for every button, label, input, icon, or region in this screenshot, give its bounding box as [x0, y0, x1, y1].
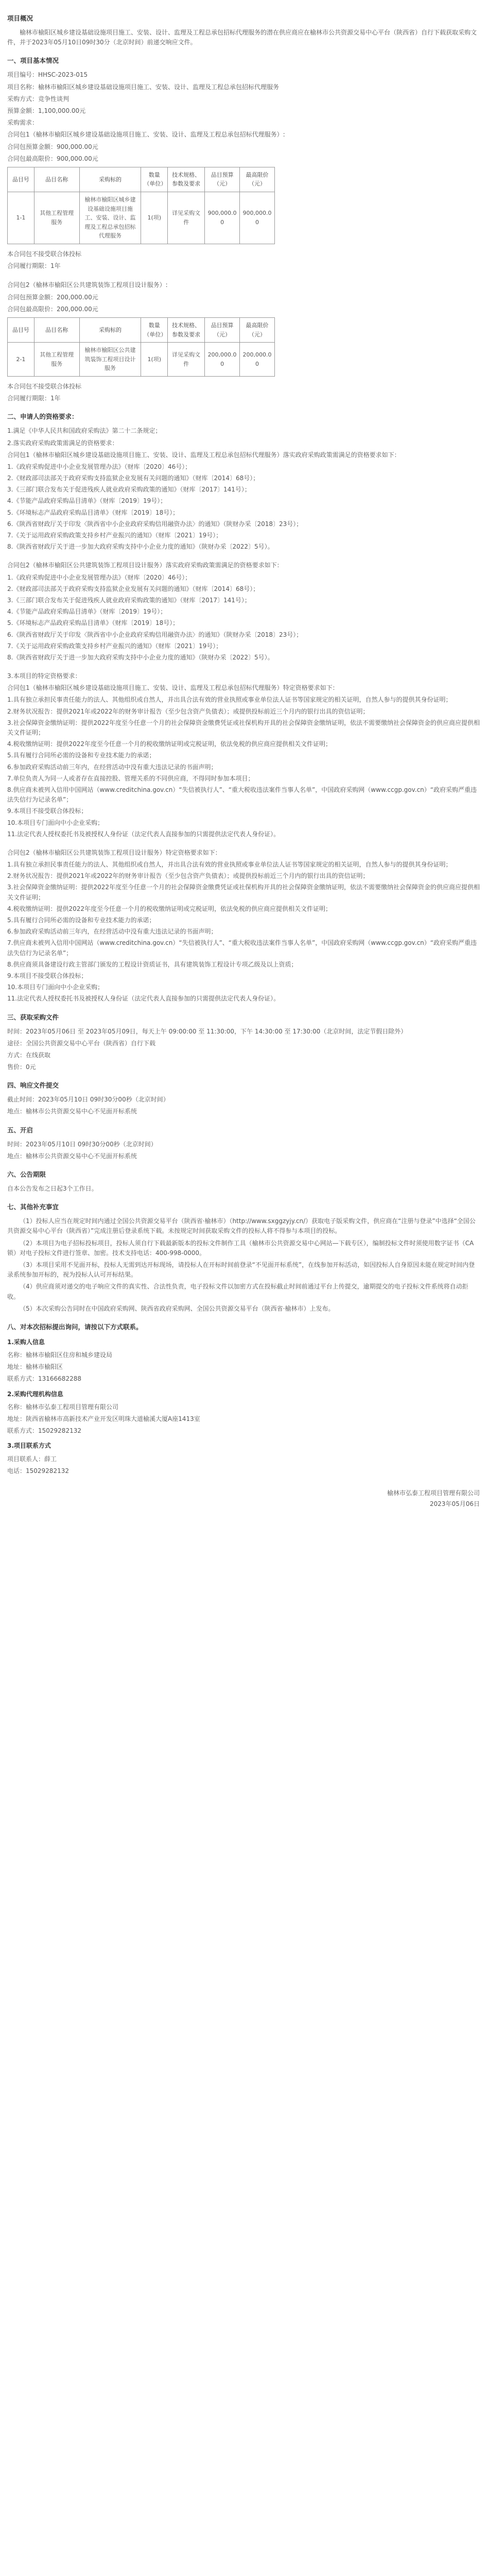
- list-item: 11.法定代表人授权委托书及被授权人身份证（法定代表人直接参加的只需提供法定代表人身份证）。: [7, 995, 280, 1003]
- footer-date: 2023年05月06日: [429, 1500, 480, 1508]
- overview-title: 项目概况: [7, 14, 33, 22]
- project-contact-person: 项目联系人：薛工: [7, 1455, 57, 1463]
- lot1-heading: 合同包1（榆林市榆阳区城乡建设基础设施项目施工、安装、设计、监理及工程总承包招标代理服务）:: [7, 131, 285, 139]
- table-cell: 200,000.00: [205, 343, 240, 377]
- specific-lot1-list: [7, 695, 480, 839]
- contact-section: [7, 1322, 480, 1476]
- list-item: 10.本项目专门面向中小企业采购；: [7, 984, 104, 991]
- table-cell: 900,000.00: [240, 192, 275, 244]
- list-item: 2.财务状况报告：提供2021年或2022年的财务审计报告（至少包含资产负债表）；或提供投标前近三个月内的银行出具的资信证明；: [7, 707, 369, 715]
- list-item: 4.《节能产品政府采购品目清单》（财库〔2019〕19号）；: [7, 608, 167, 616]
- list-item: 5.《环境标志产品政府采购品目清单》（财库〔2019〕18号）；: [7, 509, 179, 516]
- obtain-method: 方式：在线获取: [7, 1051, 51, 1059]
- obtain-time: 时间：2023年05月06日 至 2023年05月09日，每天上午 09:00:00 至 11:30:00，下午 14:30:00 至 17:30:00（北京时间，法定节假日除外）: [7, 1027, 407, 1035]
- opening-title: 五、开启: [7, 1126, 33, 1134]
- purchaser-phone: 联系方式：13166682288: [7, 1375, 81, 1383]
- lot1-contract-term: 合同履行期限：1年: [7, 262, 61, 270]
- obtain-documents-section: [7, 1012, 480, 1073]
- list-item: 11.法定代表人授权委托书及被授权人身份证（法定代表人直接参加的只需提供法定代表人身份证）。: [7, 830, 280, 838]
- table-header-cell: 数量（单位）: [141, 317, 168, 342]
- agency-address: 地址：陕西省榆林市高新技术产业开发区明珠大道榆溪大厦A座1413室: [7, 1415, 200, 1422]
- table-cell: 1-1: [8, 192, 34, 244]
- list-item: 8.供应商未被列入信用中国网站（www.creditchina.gov.cn）“失信被执行人”、“重大税收违法案件当事人名单”，中国政府采购网（www.ccgp.gov.cn）“政府采购严重违法失信行为记录名单”；: [7, 786, 477, 804]
- table-cell: 榆林市榆阳区公共建筑装饰工程项目设计服务: [79, 343, 141, 377]
- specific-lot1-heading: 合同包1（榆林市榆阳区城乡建设基础设施项目施工、安装、设计、监理及工程总承包招标代理服务）特定资格要求如下：: [7, 684, 339, 692]
- list-item: 5.《环境标志产品政府采购品目清单》（财库〔2019〕18号）；: [7, 619, 179, 627]
- list-item: 2.《财政部司法部关于政府采购支持监狱企业发展有关问题的通知》（财库〔2014〕68号）；: [7, 585, 259, 592]
- agency-phone: 联系方式：15029282132: [7, 1427, 81, 1435]
- lot1-table: [7, 167, 275, 244]
- specific-requirements-intro: 3.本项目的特定资格要求：: [7, 672, 81, 680]
- notice-period-text: 自本公告发布之日起3个工作日。: [7, 1185, 98, 1192]
- list-item: 4.《节能产品政府采购品目清单》（财库〔2019〕19号）；: [7, 497, 167, 505]
- policy-lot2-list: [7, 573, 480, 663]
- table-cell: 详见采购文件: [168, 192, 205, 244]
- submission-location: 地点：榆林市公共资源交易中心不见面开标系统: [7, 1108, 137, 1115]
- list-item: 5.具有履行合同所必需的设备和专业技术能力的承诺；: [7, 752, 155, 759]
- table-header-cell: 采购标的: [79, 317, 141, 342]
- list-item: 3.《三部门联合发布关于促进残疾人就业政府采购政策的通知》（财库〔2017〕141号）；: [7, 596, 251, 604]
- table-header-row: [8, 317, 275, 342]
- table-header-row: [8, 167, 275, 192]
- table-row: [8, 192, 275, 244]
- list-item: 3.社会保障资金缴纳证明：提供2022年度至今任意一个月的社会保障资金缴费凭证或社保机构开具的社会保障资金缴纳证明，依法不需要缴纳社会保障资金的供应商应提供相关文件证明；: [7, 719, 480, 736]
- submission-title: 四、响应文件提交: [7, 1081, 59, 1090]
- table-header-cell: 数量（单位）: [141, 167, 168, 192]
- table-cell: 200,000.00: [240, 343, 275, 377]
- supplementary-section: [7, 1202, 480, 1314]
- list-item: 2.财务状况报告：提供2021年或2022年的财务审计报告（至少包含资产负债表）；或提供投标前近三个月内的银行出具的资信证明；: [7, 872, 369, 880]
- opening-section: [7, 1125, 480, 1161]
- supplementary-item: （3）本项目采用不见面开标，投标人无需到达开标现场，请投标人在开标时间前登录“不见面开标系统”，在线参加开标活动，如因投标人自身原因未能在规定时间内登录系统参加开标的，视为投标人认可开标结果。: [7, 1261, 475, 1279]
- notice-period-title: 六、公告期限: [7, 1171, 46, 1178]
- obtain-channel: 途径：全国公共资源交易中心平台（陕西省）自行下载: [7, 1039, 156, 1047]
- list-item: 6.《陕西省财政厅关于印发〈陕西省中小企业政府采购信用融资办法〉的通知》（陕财办采〔2018〕23号）；: [7, 631, 303, 638]
- lot2-no-consortium: 本合同包不接受联合体投标: [7, 382, 82, 390]
- basic-info-section: [7, 56, 480, 403]
- obtain-price: 售价：0元: [7, 1063, 36, 1071]
- table-header-cell: 品目名称: [34, 317, 79, 342]
- list-item: 9.本项目不接受联合体投标；: [7, 807, 88, 815]
- lot2-heading: 合同包2（榆林市榆阳区公共建筑装饰工程项目设计服务）:: [7, 281, 168, 289]
- table-header-cell: 品目号: [8, 167, 34, 192]
- table-header-cell: 最高限价（元）: [240, 167, 275, 192]
- specific-lot2-heading: 合同包2（榆林市榆阳区公共建筑装饰工程项目设计服务）特定资格要求如下：: [7, 849, 221, 856]
- supplementary-title: 七、其他补充事宜: [7, 1203, 59, 1211]
- table-header-cell: 采购标的: [79, 167, 141, 192]
- qualification-section: [7, 412, 480, 1004]
- lot2-contract-term: 合同履行期限：1年: [7, 395, 61, 402]
- table-header-cell: 最高限价（元）: [240, 317, 275, 342]
- procurement-method: 采购方式：竞争性谈判: [7, 95, 69, 103]
- list-item: 6.参加政府采购活动前三年内，在经营活动中没有重大违法记录的书面声明；: [7, 763, 217, 771]
- overview-section: [7, 13, 480, 47]
- table-cell: 1(项): [141, 192, 168, 244]
- submission-section: [7, 1080, 480, 1116]
- list-item: 4.税收缴纳证明：提供2022年度至今任意一个月的税收缴纳证明或完税证明，依法免税的供应商应提供相关文件证明；: [7, 905, 332, 912]
- purchaser-name: 名称：榆林市榆阳区住房和城乡建设局: [7, 1351, 113, 1359]
- list-item: 9.本项目不接受联合体投标；: [7, 972, 88, 979]
- lot1-budget: 合同包预算金额：900,000.00元: [7, 143, 98, 150]
- footer-agency: 榆林市弘泰工程项目管理有限公司: [387, 1489, 480, 1497]
- policy-lot1-heading: 合同包1（榆林市榆阳区城乡建设基础设施项目施工、安装、设计、监理及工程总承包招标代理服务）落实政府采购政策需满足的资格要求如下：: [7, 451, 401, 459]
- policy-lot2-heading: 合同包2（榆林市榆阳区公共建筑装饰工程项目设计服务）落实政府采购政策需满足的资格要求如下：: [7, 562, 283, 569]
- supplementary-item: （5）本次采购公告同时在中国政府采购网、陕西省政府采购网、全国公共资源交易平台（陕西省·榆林市）上发布。: [20, 1304, 335, 1312]
- purchaser-info-title: 1.采购人信息: [7, 1338, 45, 1346]
- list-item: 7.单位负责人为同一人或者存在直接控股、管理关系的不同供应商，不得同时参加本项目；: [7, 774, 254, 782]
- list-item: 8.《陕西省财政厅关于进一步加大政府采购支持中小企业力度的通知》（陕财办采〔2022〕5号）。: [7, 543, 274, 551]
- qualification-line: 1.满足《中华人民共和国政府采购法》第二十二条规定；: [7, 427, 162, 435]
- list-item: 3.社会保障资金缴纳证明：提供2022年度至今任意一个月的社会保障资金缴费凭证或社保机构开具的社会保障资金缴纳证明，依法不需要缴纳社会保障资金的供应商应提供相关文件证明；: [7, 884, 480, 901]
- lot2-table: [7, 317, 275, 377]
- list-item: 1.具有独立承担民事责任能力的法人、其他组织或自然人，并出具合法有效的营业执照或事业单位法人证书等国家规定的相关证明，自然人参与的提供其身份证明；: [7, 696, 452, 704]
- table-header-cell: 品目预算（元）: [205, 167, 240, 192]
- signature-footer: [7, 1488, 480, 1509]
- specific-lot2-list: [7, 860, 480, 1004]
- qualification-title: 二、申请人的资格要求：: [7, 413, 78, 421]
- agency-name: 名称：榆林市弘泰工程项目管理有限公司: [7, 1403, 119, 1411]
- basic-info-title: 一、项目基本情况: [7, 57, 59, 65]
- list-item: 1.《政府采购促进中小企业发展管理办法》（财库〔2020〕46号）；: [7, 573, 192, 581]
- table-cell: 900,000.00: [205, 192, 240, 244]
- list-item: 4.税收缴纳证明：提供2022年度至今任意一个月的税收缴纳证明或完税证明，依法免税的供应商应提供相关文件证明；: [7, 740, 332, 748]
- list-item: 8.《陕西省财政厅关于进一步加大政府采购支持中小企业力度的通知》（陕财办采〔2022〕5号）。: [7, 653, 274, 661]
- project-contact-phone: 电话：15029282132: [7, 1467, 69, 1475]
- budget-amount: 预算金额：1,100,000.00元: [7, 107, 86, 114]
- list-item: 6.参加政府采购活动前三年内，在经营活动中没有重大违法记录的书面声明；: [7, 928, 217, 936]
- table-cell: 其他工程管理服务: [34, 192, 79, 244]
- table-cell: 1(项): [141, 343, 168, 377]
- table-header-cell: 品目号: [8, 317, 34, 342]
- supplementary-item: （2）本项目为电子招标投标项目，投标人须自行下载最新版本的投标文件制作工具（榆林市公共资源交易中心网站—下载专区），编制投标文件时须使用数字证书（CA锁）对电子投标文件进行签章、加密。技术支持电话：400-998-0000。: [7, 1239, 474, 1257]
- list-item: 8.供应商须具备建设行政主管部门颁发的工程设计资质证书，具有建筑装饰工程设计专项乙级及以上资质；: [7, 960, 298, 968]
- table-cell: 详见采购文件: [168, 343, 205, 377]
- lot1-no-consortium: 本合同包不接受联合体投标: [7, 250, 82, 258]
- submission-deadline: 截止时间：2023年05月10日 09时30分00秒（北京时间）: [7, 1096, 169, 1104]
- table-header-cell: 品目预算（元）: [205, 317, 240, 342]
- list-item: 7.《关于运用政府采购政策支持乡村产业振兴的通知》（财库〔2021〕19号）；: [7, 642, 222, 650]
- project-name: 项目名称：榆林市榆阳区城乡建设基础设施项目施工、安装、设计、监理及工程总承包招标代理服务: [7, 83, 280, 91]
- lot2-max-price: 合同包最高限价：200,000.00元: [7, 305, 98, 313]
- lot2-budget: 合同包预算金额：200,000.00元: [7, 293, 98, 301]
- overview-text: 榆林市榆阳区城乡建设基础设施项目施工、安装、设计、监理及工程总承包招标代理服务的潜在供应商应在榆林市公共资源交易中心平台（陕西省）自行下载获取采购文件，并于2023年05月10日09时30分（北京时间）前递交响应文件。: [7, 29, 477, 46]
- contact-title: 八、对本次招标提出询问，请按以下方式联系。: [7, 1323, 143, 1331]
- table-header-cell: 品目名称: [34, 167, 79, 192]
- table-cell: 2-1: [8, 343, 34, 377]
- purchaser-address: 地址：榆林市榆阳区: [7, 1363, 63, 1371]
- list-item: 1.具有独立承担民事责任能力的法人、其他组织或自然人，并出具合法有效的营业执照或事业单位法人证书等国家规定的相关证明，自然人参与的提供其身份证明；: [7, 861, 452, 869]
- table-header-cell: 技术规格、参数及要求: [168, 317, 205, 342]
- table-cell: 榆林市榆阳区城乡建设基础设施项目施工、安装、设计、监理及工程总承包招标代理服务: [79, 192, 141, 244]
- list-item: 1.《政府采购促进中小企业发展管理办法》（财库〔2020〕46号）；: [7, 463, 192, 470]
- list-item: 7.供应商未被列入信用中国网站（www.creditchina.gov.cn）“失信被执行人”、“重大税收违法案件当事人名单”，中国政府采购网（www.ccgp.gov.cn）“政府采购严重违法失信行为记录名单”；: [7, 939, 477, 957]
- list-item: 2.《财政部司法部关于政府采购支持监狱企业发展有关问题的通知》（财库〔2014〕68号）；: [7, 474, 259, 482]
- procurement-needs-label: 采购需求：: [7, 119, 39, 127]
- supplementary-item: （1）投标人应当在规定时间内通过全国公共资源交易平台（陕西省·榆林市）（http://www.sxggzyjy.cn/）获取电子版采购文件，供应商在“注册与登录”中选择“全国公共资源交易中心平台（陕西省）”完成注册后登录系统下载。未按规定时间获取采购文件的投标人将不得参与本项目的投标。: [7, 1217, 476, 1235]
- project-number: 项目编号：HHSC-2023-015: [7, 71, 88, 79]
- policy-lot1-list: [7, 462, 480, 552]
- opening-location: 地点：榆林市公共资源交易中心不见面开标系统: [7, 1152, 137, 1160]
- agency-info-title: 2.采购代理机构信息: [7, 1390, 63, 1398]
- table-row: [8, 343, 275, 377]
- supplementary-item: （4）供应商须对递交的电子响应文件的真实性、合法性负责，电子投标文件以加密方式在投标截止时间前通过平台上传提交，逾期提交的电子投标文件系统将自动拒收。: [7, 1283, 468, 1300]
- list-item: 7.《关于运用政府采购政策支持乡村产业振兴的通知》（财库〔2021〕19号）；: [7, 532, 222, 539]
- table-cell: 其他工程管理服务: [34, 343, 79, 377]
- table-header-cell: 技术规格、参数及要求: [168, 167, 205, 192]
- qualification-line: 2.落实政府采购政策需满足的资格要求：: [7, 439, 118, 447]
- project-contact-title: 3.项目联系方式: [7, 1442, 51, 1450]
- list-item: 6.《陕西省财政厅关于印发〈陕西省中小企业政府采购信用融资办法〉的通知》（陕财办采〔2018〕23号）；: [7, 520, 303, 528]
- list-item: 10.本项目专门面向中小企业采购；: [7, 819, 104, 826]
- opening-time: 时间：2023年05月10日 09时30分00秒（北京时间）: [7, 1140, 157, 1148]
- lot1-max-price: 合同包最高限价：900,000.00元: [7, 155, 98, 162]
- obtain-documents-title: 三、获取采购文件: [7, 1013, 59, 1021]
- list-item: 3.《三部门联合发布关于促进残疾人就业政府采购政策的通知》（财库〔2017〕141号）；: [7, 486, 251, 494]
- notice-period-section: [7, 1170, 480, 1194]
- list-item: 5.具有履行合同所必需的设备和专业技术能力的承诺；: [7, 917, 155, 924]
